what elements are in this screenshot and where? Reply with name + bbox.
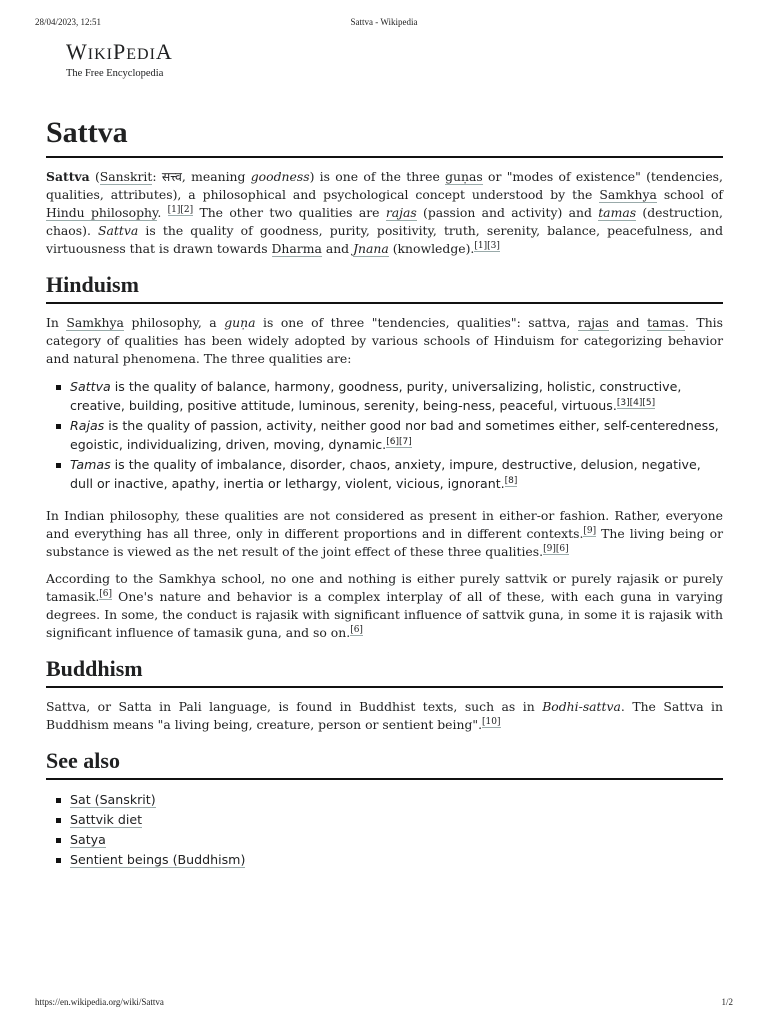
ref-link[interactable]: [2] bbox=[180, 204, 194, 215]
link-samkhya[interactable]: Samkhya bbox=[66, 315, 124, 330]
print-url: https://en.wikipedia.org/wiki/Sattva bbox=[35, 997, 164, 1007]
ref-link[interactable]: [4] bbox=[629, 397, 643, 408]
ref-link[interactable]: [1] bbox=[474, 240, 488, 251]
logo-tagline: The Free Encyclopedia bbox=[66, 68, 164, 79]
ref-link[interactable]: [6] bbox=[555, 543, 569, 554]
article-content bbox=[46, 110, 723, 883]
print-datetime: 28/04/2023, 12:51 bbox=[35, 17, 102, 27]
page-title: Sattva bbox=[46, 114, 723, 158]
ref-link[interactable]: [6] bbox=[350, 624, 363, 635]
list-item bbox=[70, 810, 723, 829]
hinduism-paragraph-2: In Indian philosophy, these qualities are not considered as present in either-or fashion. Rather, everyone and everything has all three, only in different proportions and in different contexts.[9] The living being or substance is viewed as the net result of the joint effect of these three qualities.[9][6] bbox=[46, 508, 723, 559]
section-heading-see-also: See also bbox=[46, 748, 723, 780]
ref-link[interactable]: [5] bbox=[642, 397, 656, 408]
print-page-title: Sattva - Wikipedia bbox=[350, 17, 418, 27]
link-jnana[interactable]: Jnana bbox=[353, 241, 389, 256]
buddhism-paragraph: Sattva, or Satta in Pali language, is found in Buddhist texts, such as in Bodhi-sattva. The Sattva in Buddhism means "a living being, creature, person or sentient being".[10] bbox=[46, 699, 723, 732]
link-dharma[interactable]: Dharma bbox=[271, 241, 322, 256]
link-hindu-philosophy[interactable]: Hindu philosophy bbox=[46, 205, 158, 220]
section-heading-hinduism: Hinduism bbox=[46, 272, 723, 304]
link-gunas[interactable]: guṇas bbox=[445, 169, 483, 184]
gunas-list bbox=[46, 377, 723, 493]
link-samkhya[interactable]: Samkhya bbox=[599, 187, 657, 202]
wikipedia-logo[interactable] bbox=[66, 40, 266, 79]
section-heading-buddhism: Buddhism bbox=[46, 656, 723, 688]
link-rajas[interactable]: rajas bbox=[385, 205, 417, 220]
list-item: Sattva is the quality of balance, harmony, goodness, purity, universalizing, holistic, constructive, creative, building, positive attitude, luminous, serenity, being-ness, peaceful, virtuous.[3][4][5] bbox=[70, 377, 723, 415]
link-sattvik-diet[interactable]: Sattvik diet bbox=[70, 812, 143, 827]
logo-wordmark: WIKIPEDIA bbox=[66, 39, 173, 64]
ref-link[interactable]: [6] bbox=[99, 588, 113, 599]
link-sentient-beings[interactable]: Sentient beings (Buddhism) bbox=[70, 852, 246, 867]
hinduism-paragraph-1: In Samkhya philosophy, a guṇa is one of three "tendencies, qualities": sattva, rajas and tamas. This category of qualities has been widely adopted by various schools of Hinduism for categorizing behavior and natural phenomena. The three qualities are: bbox=[46, 315, 723, 366]
link-tamas[interactable]: tamas bbox=[598, 205, 637, 220]
ref-link[interactable]: [3] bbox=[616, 397, 630, 408]
link-tamas[interactable]: tamas bbox=[647, 315, 685, 330]
ref-link[interactable]: [3] bbox=[487, 240, 500, 251]
see-also-list bbox=[46, 790, 723, 869]
link-sat-sanskrit[interactable]: Sat (Sanskrit) bbox=[70, 792, 156, 807]
hinduism-paragraph-3: According to the Samkhya school, no one and nothing is either purely sattvik or purely rajasik or purely tamasik.[6] One's nature and behavior is a complex interplay of all of these, with each guna in varying degrees. In some, the conduct is rajasik with significant influence of sattvik guna, in some it is rajasik with significant influence of tamasik guna, and so on.[6] bbox=[46, 571, 723, 640]
link-satya[interactable]: Satya bbox=[70, 832, 106, 847]
lead-paragraph: Sattva (Sanskrit: सत्त्व, meaning goodness) is one of the three guṇas or "modes of existence" (tendencies, qualities, attributes), a philosophical and psychological concept understood by the Samkhya school of Hindu philosophy. [1][2] The other two qualities are rajas (passion and activity) and tamas (destruction, chaos). Sattva is the quality of goodness, purity, positivity, truth, serenity, balance, peacefulness, and virtuousness that is drawn towards Dharma and Jnana (knowledge).[1][3] bbox=[46, 169, 724, 256]
list-item bbox=[70, 850, 723, 869]
list-item: Rajas is the quality of passion, activity, neither good nor bad and sometimes either, self-centeredness, egoistic, individualizing, driven, moving, dynamic.[6][7] bbox=[70, 416, 723, 454]
ref-link[interactable]: [9] bbox=[583, 525, 597, 536]
ref-link[interactable]: [7] bbox=[398, 436, 412, 447]
ref-link[interactable]: [9] bbox=[543, 543, 556, 554]
ref-link[interactable]: [10] bbox=[482, 716, 501, 727]
list-item: Tamas is the quality of imbalance, disorder, chaos, anxiety, impure, destructive, delusion, negative, dull or inactive, apathy, inertia or lethargy, violent, vicious, ignorant.[8] bbox=[70, 455, 723, 493]
link-sanskrit[interactable]: Sanskrit bbox=[99, 169, 153, 184]
link-rajas[interactable]: rajas bbox=[577, 315, 609, 330]
ref-link[interactable]: [8] bbox=[504, 475, 518, 486]
list-item bbox=[70, 830, 723, 849]
ref-link[interactable]: [6] bbox=[386, 436, 399, 447]
print-page-number: 1/2 bbox=[721, 997, 733, 1007]
list-item bbox=[70, 790, 723, 809]
ref-link[interactable]: [1] bbox=[167, 204, 181, 215]
